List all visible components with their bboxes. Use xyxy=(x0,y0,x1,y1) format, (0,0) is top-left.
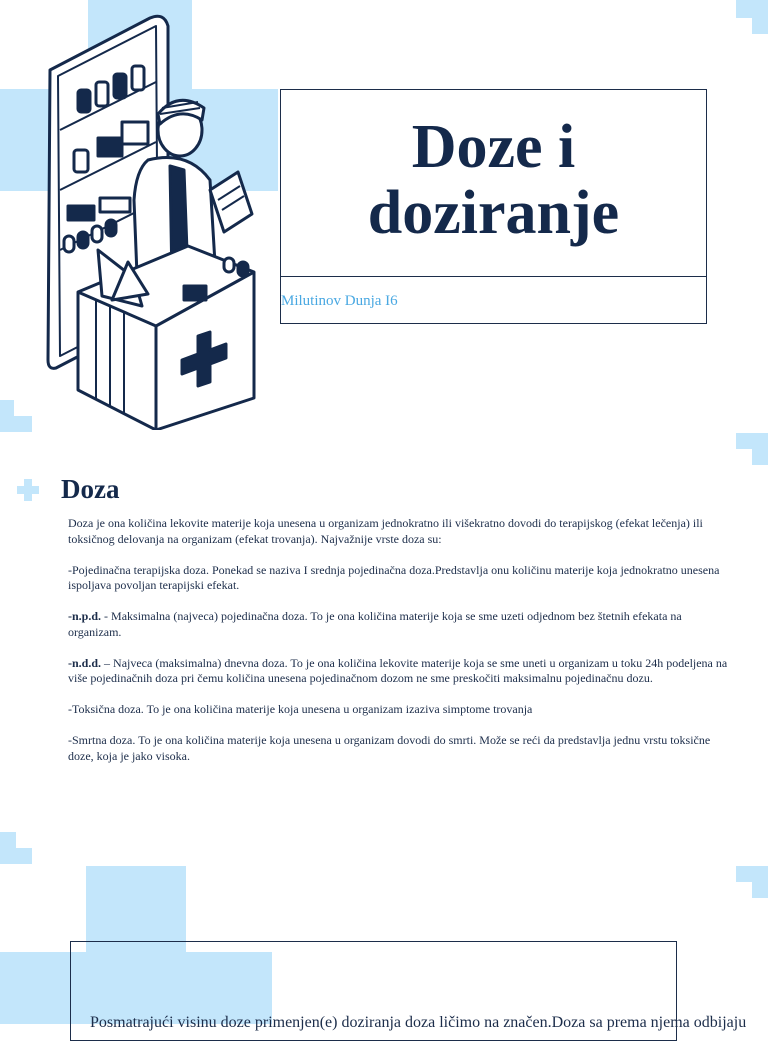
paragraph-item1: -Pojedinačna terapijska doza. Ponekad se naziva I srednja pojedinačna doza.Predstavlja onu količinu materije koja jednokratno unesena ispoljava povoljan terapijski efekat. xyxy=(68,562,720,592)
deco-block xyxy=(752,0,768,34)
paragraph-intro: Doza je ona količina lekovite materije koja unesena u organizam jednokratno ili višekratno dovodi do terapijskog (efekat lečenja) ili toksičnog delovanja na organizam (efekat trovanja). Najvažnije vrste doza su: xyxy=(68,516,703,546)
pharmacist-illustration xyxy=(38,10,268,430)
item2-text: - Maksimalna (najveca) pojedinačna doza. To je ona količina materije koja se sme uzeti odjednom bez štetnih efekata na organizam. xyxy=(68,609,682,639)
paragraph-item5: -Smrtna doza. To je ona količina materije koja unesena u organizam dovodi do smrti. Može se reći da predstavlja jednu vrstu toksične doze, koja je jako visoka. xyxy=(68,733,711,763)
item3-label: -n.d.d. xyxy=(68,655,102,670)
bottom-partial-text: Posmatrajući visinu doze primenjen(e) doziranja doza ličimo na značen.Doza sa prema njema odbijaju xyxy=(90,1014,747,1031)
paragraph-item4: -Toksična doza. To je ona količina materije koja unesena u organizam izaziva simptome trovanja xyxy=(68,702,533,716)
item3-text: – Najveca (maksimalna) dnevna doza. To je ona količina lekovite materije koja se sme uneti u organizam u toku 24h podeljena na više pojedinačnih doza pri čemu količina unesena pojedinačnom dozom ne sme preskočiti maksimalnu pojedinačnu dozu. xyxy=(68,655,728,685)
paragraph-item2 xyxy=(68,609,728,640)
section-body xyxy=(68,516,728,780)
item2-label: -n.p.d. xyxy=(68,609,102,623)
section-heading: Doza xyxy=(61,474,120,504)
title-line-1: Doze i xyxy=(411,113,576,181)
author-name: Milutinov Dunja I6 xyxy=(281,293,398,309)
title-line-2: doziranje xyxy=(367,179,620,247)
page-title xyxy=(281,114,706,246)
title-divider xyxy=(281,276,706,277)
deco-block xyxy=(0,416,32,432)
paragraph-item3 xyxy=(68,656,728,687)
deco-block xyxy=(752,433,768,465)
title-box xyxy=(280,89,707,324)
deco-block xyxy=(752,866,768,898)
deco-block xyxy=(0,848,32,864)
plus-icon xyxy=(17,479,39,501)
